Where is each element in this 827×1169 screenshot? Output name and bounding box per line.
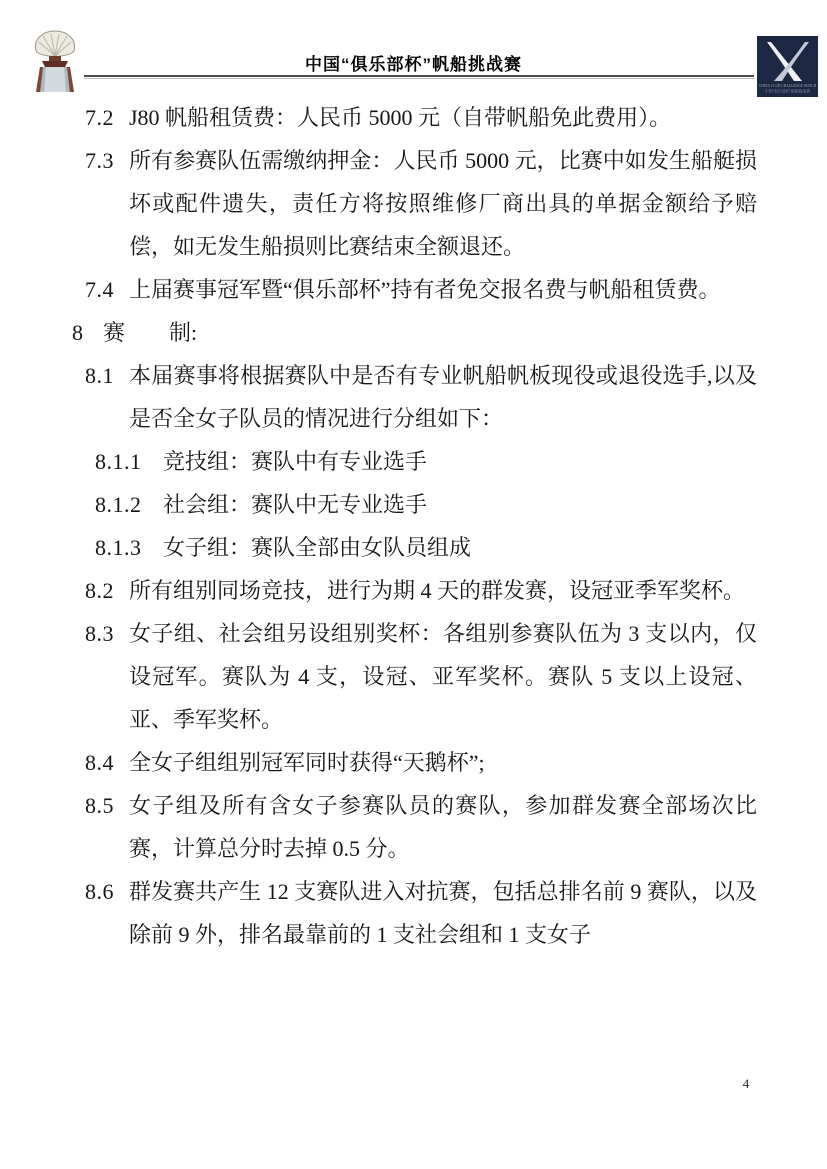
clause-number: 8.4: [85, 750, 114, 775]
clause-number: 7.2: [85, 105, 114, 130]
clause-8-6: [85, 870, 757, 956]
clause-text: 女子组：赛队全部由女队员组成: [163, 535, 472, 560]
clause-number: 8.1.1: [95, 449, 142, 474]
clause-number: 8.1: [85, 363, 114, 388]
clause-number: 8.1.2: [95, 492, 142, 517]
clause-text: 全女子组组别冠军同时获得“天鹅杯”;: [129, 750, 485, 775]
clause-8-4: [85, 741, 757, 784]
clause-text: 竞技组：赛队中有专业选手: [163, 449, 428, 474]
header-rule-shadow: [84, 78, 754, 79]
clause-text: 赛 制:: [103, 320, 198, 345]
clause-text: 所有参赛队伍需缴纳押金：人民币 5000 元，比赛中如发生船艇损坏或配件遗失，责任方将按照维修厂商出具的单据金额给予赔偿，如无发生船损则比赛结束全额退还。: [129, 148, 757, 259]
event-logo-caption-en: CHINA CLUB CHALLENGE MATCH: [758, 84, 817, 88]
clause-text: 本届赛事将根据赛队中是否有专业帆船帆板现役或退役选手,以及是否全女子队员的情况进行分组如下：: [129, 363, 757, 431]
clause-text: 所有组别同场竞技，进行为期 4 天的群发赛，设冠亚季军奖杯。: [129, 578, 746, 603]
clause-text: 群发赛共产生 12 支赛队进入对抗赛，包括总排名前 9 赛队，以及除前 9 外，排名最靠前的 1 支社会组和 1 支女子: [129, 879, 757, 947]
document-body: [0, 96, 757, 956]
header-rule: [84, 75, 754, 77]
clause-number: 8.3: [85, 621, 114, 646]
clause-7-3: [85, 139, 757, 268]
clause-8-2: [85, 569, 757, 612]
clause-number: 8.5: [85, 793, 114, 818]
clause-8-3: [85, 612, 757, 741]
section-8-heading: [72, 311, 757, 354]
clause-number: 8: [72, 320, 84, 345]
clause-text: 女子组及所有含女子参赛队员的赛队，参加群发赛全部场次比赛，计算总分时去掉 0.5 分。: [129, 793, 757, 861]
clause-text: 上届赛事冠军暨“俱乐部杯”持有者免交报名费与帆船租赁费。: [129, 277, 721, 302]
page-title: 中国“俱乐部杯”帆船挑战赛: [305, 55, 522, 74]
clause-number: 8.1.3: [95, 535, 142, 560]
clause-8-1-2: [95, 483, 757, 526]
clause-7-2: [85, 96, 757, 139]
page-number: 4: [742, 1076, 750, 1091]
clause-number: 8.6: [85, 879, 114, 904]
clause-text: J80 帆船租赁费：人民币 5000 元（自带帆船免此费用）。: [129, 105, 672, 130]
clause-number: 7.4: [85, 277, 114, 302]
clause-number: 8.2: [85, 578, 114, 603]
event-logo-icon: [757, 36, 818, 97]
clause-8-1-1: [95, 440, 757, 483]
clause-8-5: [85, 784, 757, 870]
clause-text: 社会组：赛队中无专业选手: [163, 492, 428, 517]
event-logo-caption-cn: 中国“俱乐部杯”帆船挑战赛: [764, 89, 811, 94]
clause-8-1: [85, 354, 757, 440]
clause-number: 7.3: [85, 148, 114, 173]
clause-8-1-3: [95, 526, 757, 569]
clause-text: 女子组、社会组另设组别奖杯：各组别参赛队伍为 3 支以内，仅设冠军。赛队为 4 支，设冠、亚军奖杯。赛队 5 支以上设冠、亚、季军奖杯。: [129, 621, 757, 732]
clause-7-4: [85, 268, 757, 311]
